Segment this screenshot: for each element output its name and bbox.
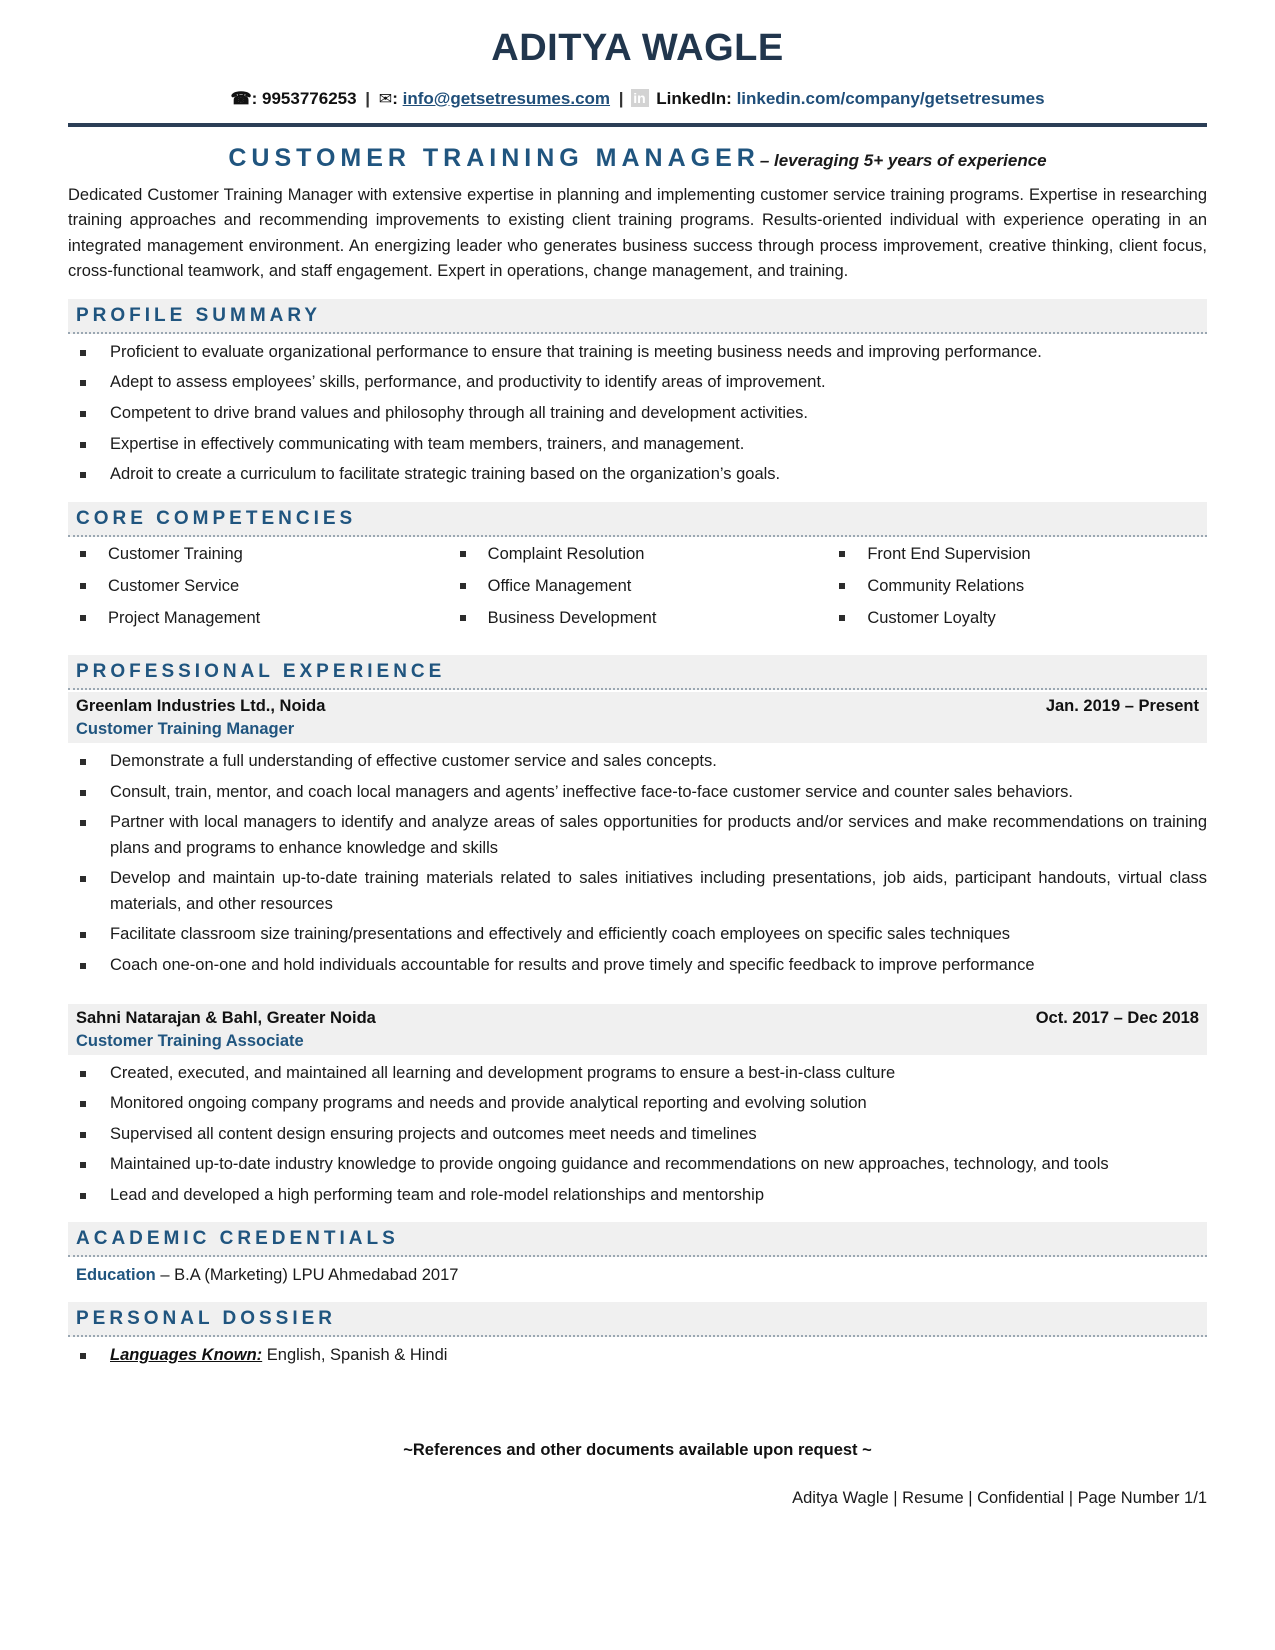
professional-summary: Dedicated Customer Training Manager with extensive expertise in planning and implementing customer service training programs. Expertise in researching training approaches and recommending improvements to existing client training programs. Results-oriented individual with experience operating in an integrated management environment. An energizing leader who generates business success through process improvement, creative thinking, client focus, cross-functional teamwork, and staff engagement. Expert in operations, change management, and training. — [68, 185, 1207, 281]
email-prefix: : — [392, 88, 398, 108]
job-header-band — [68, 692, 1207, 743]
job-company-row — [76, 1009, 1199, 1028]
section-title: CORE COMPETENCIES — [76, 507, 357, 529]
job-dates: Jan. 2019 – Present — [1045, 697, 1199, 716]
section-title: ACADEMIC CREDENTIALS — [76, 1228, 399, 1250]
list-item — [68, 1343, 1207, 1369]
contact-separator-2: | — [618, 88, 624, 108]
section-header-professional-experience — [68, 655, 1207, 690]
list-item: Supervised all content design ensuring projects and outcomes meet needs and timelines — [68, 1122, 1207, 1148]
list-item: Office Management — [448, 577, 828, 595]
list-item: Proficient to evaluate organizational performance to ensure that training is meeting business needs and improving performance. — [68, 340, 1207, 366]
section-header-personal-dossier — [68, 1302, 1207, 1337]
section-title: PROFILE SUMMARY — [76, 304, 322, 326]
job-title: Customer Training Manager — [76, 720, 295, 739]
education-label: Education — [76, 1266, 156, 1285]
list-item: Community Relations — [827, 577, 1207, 595]
list-item: Expertise in effectively communicating with team members, trainers, and management. — [68, 432, 1207, 458]
list-item: Monitored ongoing company programs and needs and provide analytical reporting and evolving solution — [68, 1091, 1207, 1117]
section-header-core-competencies — [68, 502, 1207, 537]
candidate-name: ADITYA WAGLE — [491, 27, 784, 69]
profile-summary-list — [68, 340, 1207, 488]
list-item: Maintained up-to-date industry knowledge to provide ongoing guidance and recommendations on new approaches, technology, and tools — [68, 1152, 1207, 1178]
list-item: Front End Supervision — [827, 545, 1207, 563]
job-entry — [68, 692, 1207, 979]
education-value: – B.A (Marketing) LPU Ahmedabad 2017 — [160, 1266, 459, 1285]
job-role-headline: CUSTOMER TRAINING MANAGER — [228, 143, 760, 172]
job-dates: Oct. 2017 – Dec 2018 — [1035, 1008, 1199, 1027]
phone-number: : 9953776253 — [251, 88, 357, 108]
page-footer: Aditya Wagle | Resume | Confidential | Page Number 1/1 — [792, 1489, 1207, 1507]
job-entry — [68, 1004, 1207, 1209]
list-item: Customer Service — [68, 577, 448, 595]
job-company-row — [76, 697, 1199, 716]
core-competencies-grid — [68, 545, 1207, 641]
list-item: Develop and maintain up-to-date training materials related to sales initiatives including presentations, job aids, participant handouts, virtual class materials, and other resources — [68, 866, 1207, 917]
linkedin-icon: in — [631, 89, 649, 107]
phone-icon: ☎ — [230, 88, 252, 108]
job-company: Greenlam Industries Ltd., Noida — [76, 697, 326, 716]
job-bullets-list — [68, 1061, 1207, 1209]
job-company: Sahni Natarajan & Bahl, Greater Noida — [76, 1008, 376, 1027]
list-item: Demonstrate a full understanding of effective customer service and sales concepts. — [68, 749, 1207, 775]
list-item: Customer Loyalty — [827, 609, 1207, 627]
section-title: PERSONAL DOSSIER — [76, 1308, 337, 1330]
list-item: Facilitate classroom size training/presentations and effectively and efficiently coach employees on specific sales techniques — [68, 922, 1207, 948]
section-header-academic-credentials — [68, 1222, 1207, 1257]
references-note: ~References and other documents available upon request ~ — [403, 1440, 872, 1459]
competency-column — [827, 545, 1207, 641]
header-divider-bar — [68, 123, 1207, 127]
list-item: Adept to assess employees’ skills, performance, and productivity to identify areas of improvement. — [68, 370, 1207, 396]
list-item: Project Management — [68, 609, 448, 627]
section-header-profile-summary — [68, 299, 1207, 334]
list-item: Created, executed, and maintained all learning and development programs to ensure a best-in-class culture — [68, 1061, 1207, 1087]
email-link[interactable]: info@getsetresumes.com — [402, 88, 611, 108]
languages-value: English, Spanish & Hindi — [266, 1346, 448, 1365]
section-title: PROFESSIONAL EXPERIENCE — [76, 661, 446, 683]
job-spacer — [68, 984, 1207, 1002]
envelope-icon: ✉ — [378, 90, 393, 108]
linkedin-label: LinkedIn: — [656, 88, 732, 108]
list-item: Competent to drive brand values and philosophy through all training and development activities. — [68, 401, 1207, 427]
competency-column — [68, 545, 448, 641]
list-item: Partner with local managers to identify and analyze areas of sales opportunities for products and/or services and make recommendations on training plans and programs to enhance knowledge and skills — [68, 810, 1207, 861]
education-entry — [68, 1263, 1207, 1288]
languages-label: Languages Known: — [110, 1346, 263, 1365]
competency-column — [448, 545, 828, 641]
list-item: Consult, train, mentor, and coach local managers and agents’ ineffective face-to-face customer service and counter sales behaviors. — [68, 780, 1207, 806]
job-bullets-list — [68, 749, 1207, 979]
headline-tagline: – leveraging 5+ years of experience — [759, 150, 1047, 170]
contact-separator-1: | — [365, 88, 371, 108]
job-title: Customer Training Associate — [76, 1031, 304, 1050]
list-item: Lead and developed a high performing team and role-model relationships and mentorship — [68, 1183, 1207, 1209]
list-item: Customer Training — [68, 545, 448, 563]
headline — [68, 143, 1207, 173]
linkedin-url[interactable]: linkedin.com/company/getsetresumes — [736, 88, 1045, 108]
list-item: Adroit to create a curriculum to facilitate strategic training based on the organization’s goals. — [68, 462, 1207, 488]
list-item: Complaint Resolution — [448, 545, 828, 563]
list-item: Business Development — [448, 609, 828, 627]
job-header-band — [68, 1004, 1207, 1055]
list-item: Coach one-on-one and hold individuals accountable for results and prove timely and specific feedback to improve performance — [68, 953, 1207, 979]
personal-dossier-list — [68, 1343, 1207, 1369]
contact-line — [68, 88, 1207, 111]
